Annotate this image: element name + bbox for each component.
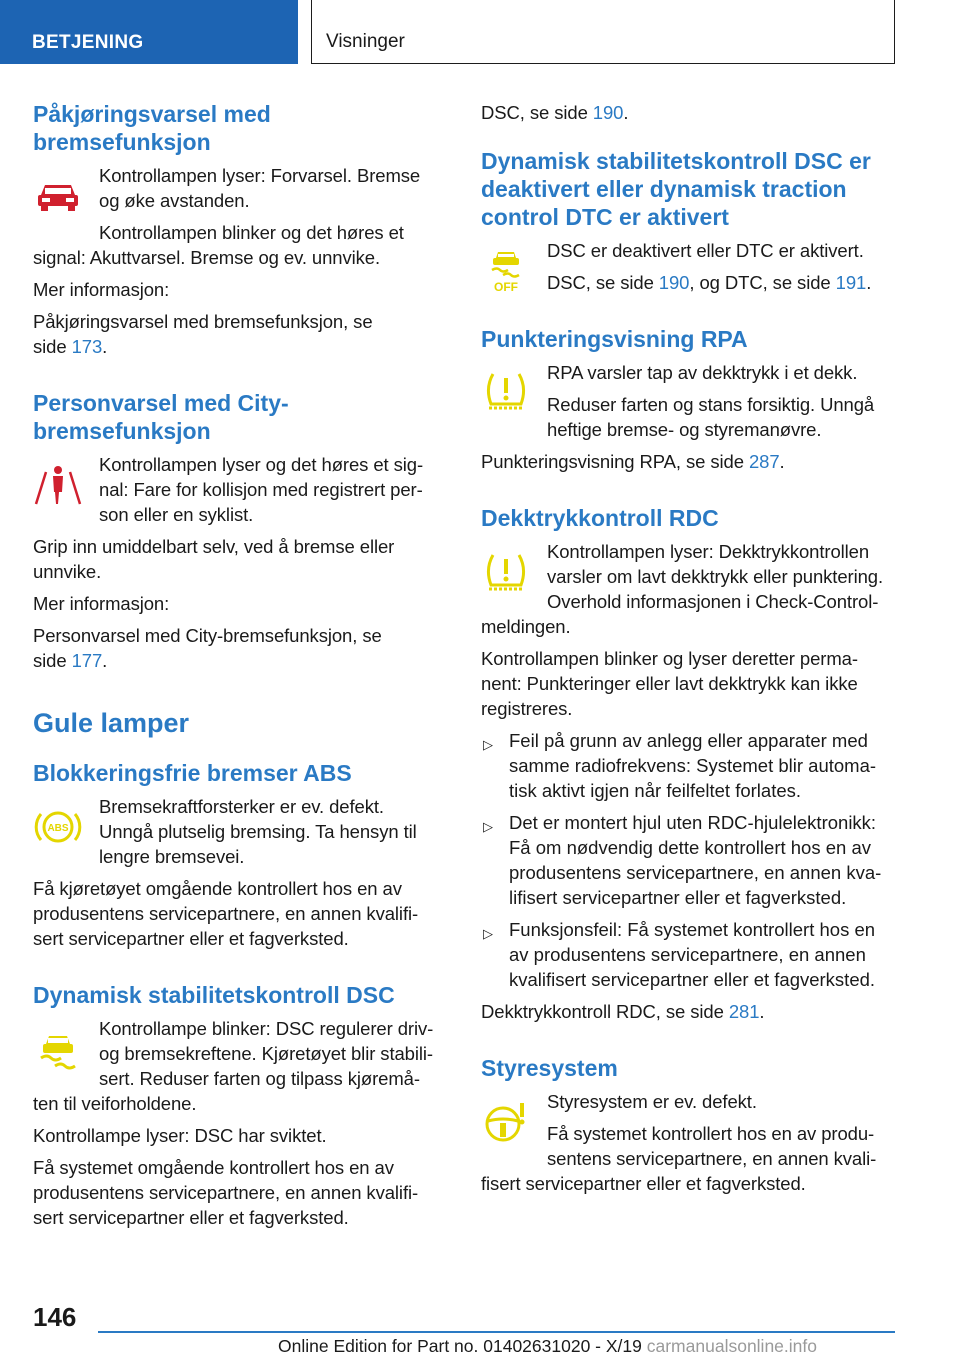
car-collision-icon <box>33 171 83 221</box>
paragraph: Kontrollampe lyser: DSC har sviktet. <box>33 1125 327 1146</box>
paragraph: ten til veiforholdene. <box>33 1093 197 1114</box>
bullet-triangle-icon: ▷ <box>483 926 493 941</box>
heading-dsc: Dynamisk stabilitetskontroll DSC <box>33 982 395 1008</box>
steering-wheel-warning-icon <box>481 1097 531 1147</box>
rdc-block: Kontrollampen lyser: Dekktrykkontrollen varsler om lavt dekktrykk eller punktering. Overhold informasjonen i Check-Control- <box>481 539 901 614</box>
paragraph: Grip inn umiddelbart selv, ved å bremse eller unnvike. <box>33 536 395 582</box>
paragraph: fisert servicepartner eller et fagverksted. <box>481 1173 806 1194</box>
paragraph: signal: Akuttvarsel. Bremse og ev. unnvike. <box>33 247 381 268</box>
abs-warning-icon <box>33 802 83 852</box>
page-number: 146 <box>33 1302 77 1332</box>
heading-steering: Styresystem <box>481 1055 618 1081</box>
svg-text:ABS: ABS <box>47 823 69 834</box>
list-item: ▷ Feil på grunn av anlegg eller apparater med samme radiofrekvens: Systemet blir automa- tisk aktivt igjen når feilfeltet forlates. <box>483 730 877 801</box>
dsc-off-block: OFF DSC er deaktivert eller DTC er aktivert. DSC, se side 190, og DTC, se side 191. <box>481 238 901 295</box>
paragraph: Kontrollampen blinker og lyser deretter perma- nent: Punkteringer eller lavt dekktrykk kan ikke registreres. <box>481 648 858 719</box>
page-link[interactable]: 191 <box>835 272 867 293</box>
dsc-off-icon <box>481 244 531 294</box>
paragraph: Punkteringsvisning RPA, se side 287. <box>481 451 785 472</box>
heading-rpa: Punkteringsvisning RPA <box>481 326 748 352</box>
page-link[interactable]: 190 <box>658 272 690 293</box>
bullet-triangle-icon: ▷ <box>483 737 493 752</box>
heading-collision-warning: Påkjøringsvarsel med bremsefunksjon <box>33 101 271 155</box>
page-link[interactable]: 190 <box>592 102 624 123</box>
left-column <box>33 100 449 1230</box>
svg-text:OFF: OFF <box>494 280 518 294</box>
paragraph: Få systemet omgående kontrollert hos en av produsentens servicepartnere, en annen kvalifi- sert servicepartner eller et fagverksted. <box>33 1157 419 1228</box>
rpa-block: RPA varsler tap av dekktrykk i et dekk. Reduser farten og stans forsiktig. Unngå heftige bremse- og styremanøvre. <box>481 360 901 442</box>
footer-edition: Online Edition for Part no. 01402631020 - X/19 carmanualsonline.info <box>278 1336 817 1356</box>
heading-person-warning: Personvarsel med City- bremsefunksjon <box>33 390 289 444</box>
paragraph: Mer informasjon: <box>33 593 170 614</box>
page-link[interactable]: 173 <box>71 336 103 357</box>
steering-block: Styresystem er ev. defekt. Få systemet kontrollert hos en av produ- sentens servicepartnere, en annen kvali- <box>481 1089 901 1171</box>
paragraph: Dekktrykkontroll RDC, se side 281. <box>481 1001 765 1022</box>
list-item: ▷ Funksjonsfeil: Få systemet kontrollert hos en av produsentens servicepartnere, en annen kvalifisert servicepartner eller et fagverksted. <box>483 919 876 990</box>
page-link[interactable]: 281 <box>728 1001 760 1022</box>
footer-rule <box>98 1331 895 1333</box>
page-link[interactable]: 287 <box>748 451 780 472</box>
bullet-triangle-icon: ▷ <box>483 819 493 834</box>
person-warning-block: Kontrollampen lyser og det høres et sig- nal: Fare for kollisjon med registrert per- son eller en syklist. <box>33 452 449 527</box>
page-link[interactable]: 177 <box>71 650 103 671</box>
list-item: ▷ Det er montert hjul uten RDC-hjulelektronikk: Få om nødvendig dette kontrollert hos en av produsentens servicepartnere, en annen kva- lifisert servicepartner eller et fagverksted. <box>483 812 882 908</box>
heading-rdc: Dekktrykkontroll RDC <box>481 505 719 531</box>
chapter-label: Visninger <box>326 31 405 52</box>
dsc-block: Kontrollampe blinker: DSC regulerer driv- og bremsekreftene. Kjøretøyet blir stabili- sert. Reduser farten og tilpass kjøremå- <box>33 1016 449 1091</box>
tire-pressure-icon <box>481 366 531 416</box>
paragraph: Få kjøretøyet omgående kontrollert hos en av produsentens servicepartnere, en annen kvalifi- sert servicepartner eller et fagverksted. <box>33 878 419 949</box>
section-label: BETJENING <box>32 32 144 53</box>
dsc-skid-icon <box>33 1024 83 1074</box>
tire-pressure-icon <box>481 547 531 597</box>
paragraph: meldingen. <box>481 616 571 637</box>
heading-abs: Blokkeringsfrie bremser ABS <box>33 760 352 786</box>
paragraph: DSC, se side 190. <box>481 102 629 123</box>
heading-dsc-off: Dynamisk stabilitetskontroll DSC er deaktivert eller dynamisk traction control DTC er aktivert <box>481 148 871 230</box>
pedestrian-warning-icon <box>33 462 83 512</box>
collision-warning-block: Kontrollampen lyser: Forvarsel. Bremse og øke avstanden. Kontrollampen blinker og det høres et <box>33 163 449 245</box>
chapter-box <box>311 0 895 64</box>
abs-block: ABS Bremsekraftforsterker er ev. defekt. Unngå plutselig bremsing. Ta hensyn til lengre bremsevei. <box>33 794 449 869</box>
paragraph: Mer informasjon: <box>33 279 170 300</box>
heading-yellow-lamps: Gule lamper <box>33 708 190 738</box>
paragraph: Påkjøringsvarsel med bremsefunksjon, se side 173. <box>33 311 373 357</box>
site-watermark: carmanualsonline.info <box>646 1336 817 1356</box>
paragraph: Personvarsel med City-bremsefunksjon, se side 177. <box>33 625 382 671</box>
section-tab <box>0 0 298 64</box>
right-column <box>481 100 901 1196</box>
